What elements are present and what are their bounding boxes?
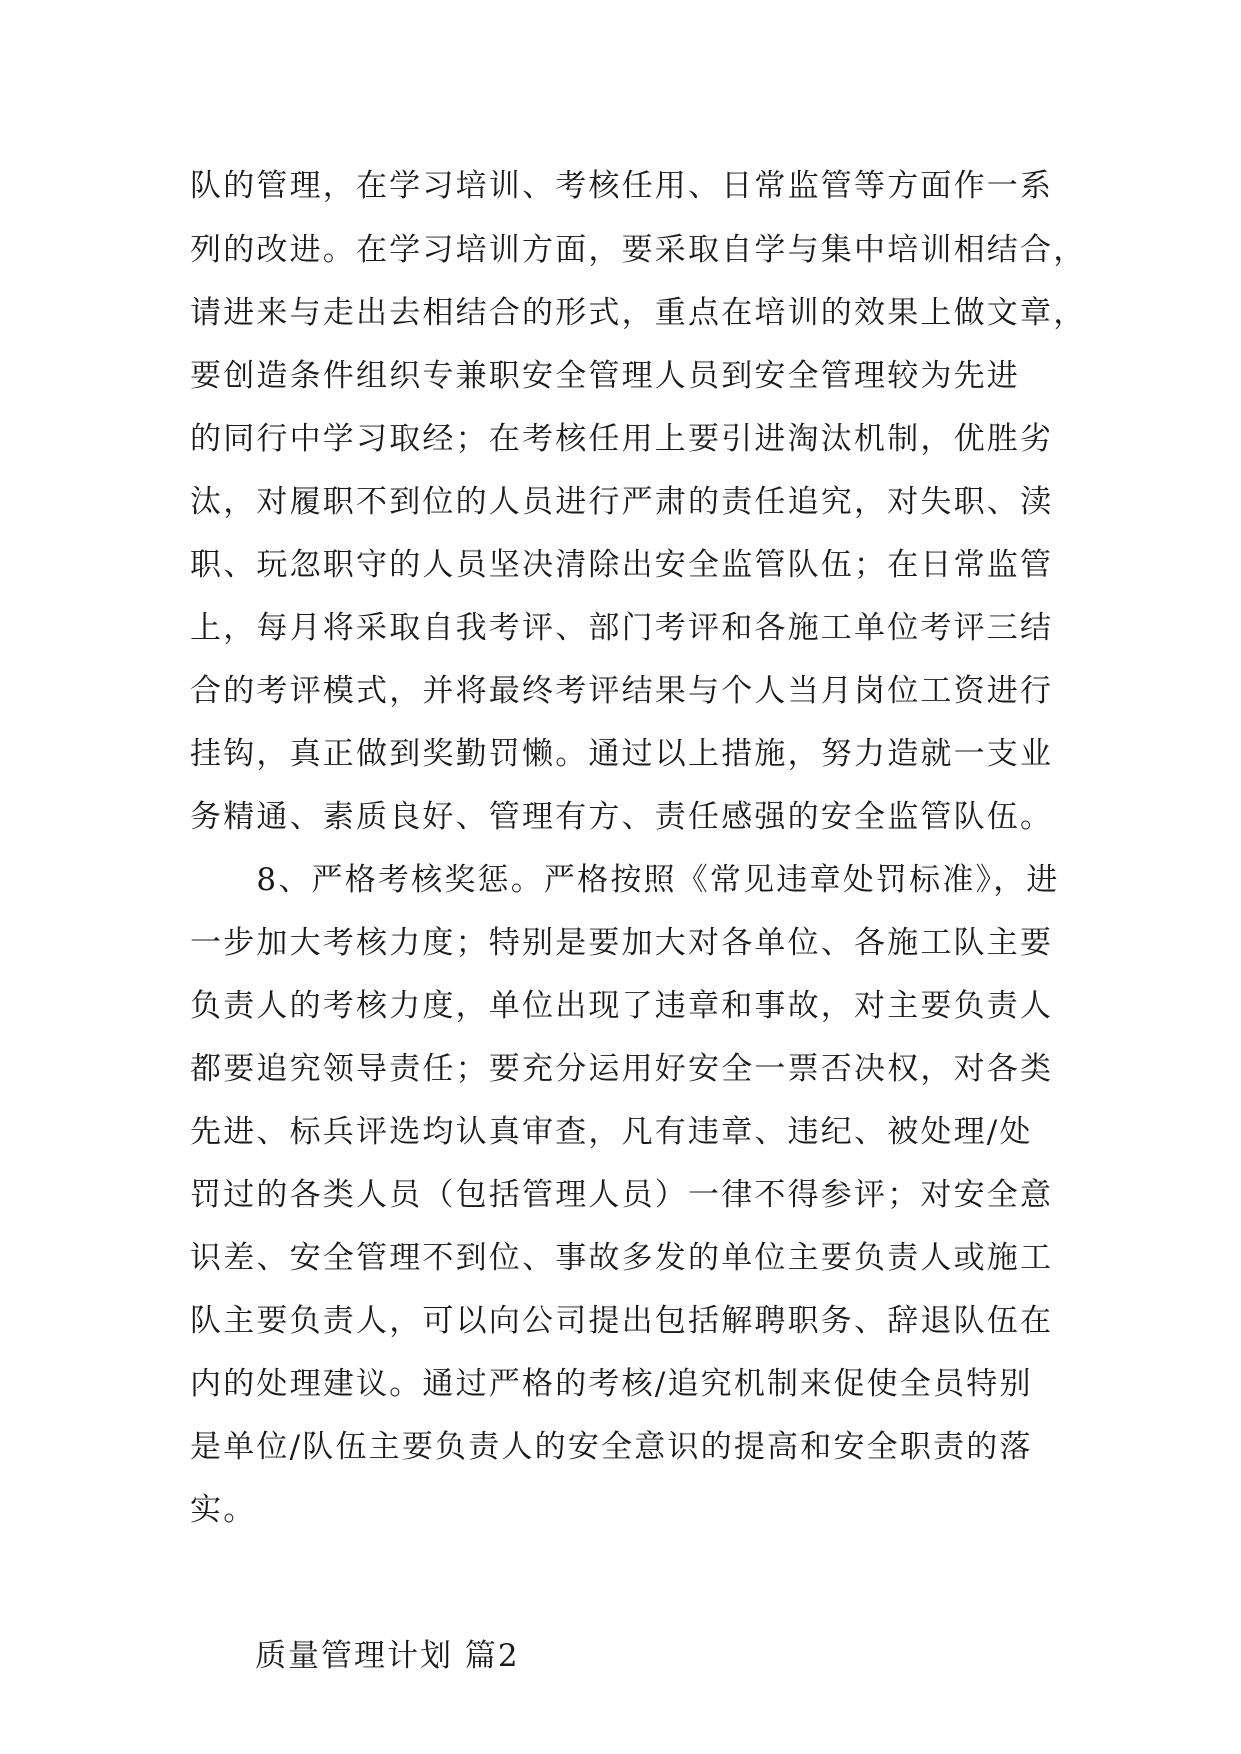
text-line: 职、玩忽职守的人员坚决清除出安全监管队伍；在日常监管 [190,547,1054,583]
text-line: 合的考评模式，并将最终考评结果与个人当月岗位工资进行 [190,673,1054,709]
text-line: 是单位/队伍主要负责人的安全意识的提高和安全职责的落 [190,1429,1033,1465]
text-line: 内的处理建议。通过严格的考核/追究机制来促使全员特别 [190,1366,1033,1402]
text-line: 的同行中学习取经；在考核任用上要引进淘汰机制，优胜劣 [190,421,1054,457]
text-line: 实。 [190,1492,257,1528]
text-line: 都要追究领导责任；要充分运用好安全一票否决权，对各类 [190,1051,1054,1087]
text-line: 请进来与走出去相结合的形式，重点在培训的效果上做文章， [190,295,1087,331]
text-line: 汰，对履职不到位的人员进行严肃的责任追究，对失职、渎 [190,484,1054,520]
text-line: 识差、安全管理不到位、事故多发的单位主要负责人或施工 [190,1240,1054,1276]
text-line: 要创造条件组织专兼职安全管理人员到安全管理较为先进 [190,358,1020,394]
text-line: 罚过的各类人员（包括管理人员）一律不得参评；对安全意 [190,1177,1054,1213]
text-line: 负责人的考核力度，单位出现了违章和事故，对主要负责人 [190,988,1054,1024]
text-line: 8、严格考核奖惩。严格按照《常见违章处罚标准》，进 [190,862,1060,898]
text-line: 队的管理，在学习培训、考核任用、日常监管等方面作一系 [190,168,1054,204]
text-line: 挂钩，真正做到奖勤罚懒。通过以上措施，努力造就一支业 [190,736,1054,772]
text-line: 一步加大考核力度；特别是要加大对各单位、各施工队主要 [190,925,1054,961]
text-line: 队主要负责人，可以向公司提出包括解聘职务、辞退队伍在 [190,1303,1054,1339]
section-heading: 质量管理计划 篇2 [255,1638,520,1674]
text-line: 先进、标兵评选均认真审查，凡有违章、违纪、被处理/处 [190,1114,1033,1150]
text-line: 务精通、素质良好、管理有方、责任感强的安全监管队伍。 [190,799,1054,835]
text-line: 上，每月将采取自我考评、部门考评和各施工单位考评三结 [190,610,1054,646]
text-line: 列的改进。在学习培训方面，要采取自学与集中培训相结合， [190,232,1087,268]
